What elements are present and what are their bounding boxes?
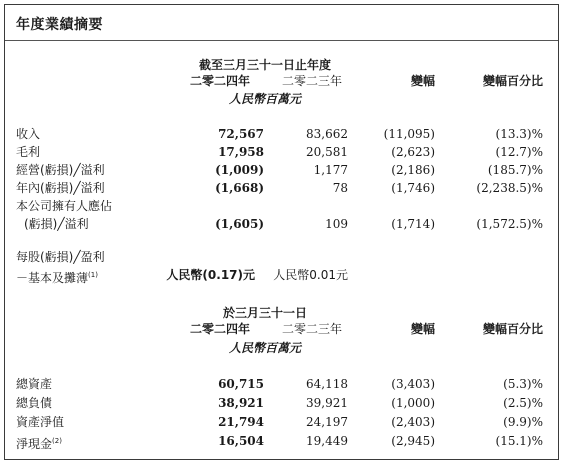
- value-2024: 16,504: [218, 434, 264, 448]
- value-2024: (1,668): [215, 181, 264, 195]
- row-label: 總負債: [16, 396, 53, 410]
- value-2024: (1,009): [215, 163, 264, 177]
- value-change: (1,714): [391, 217, 435, 231]
- row-label: 毛利: [16, 145, 41, 159]
- value-change: (2,186): [391, 163, 435, 177]
- col-change-header: 變幅: [410, 74, 435, 88]
- value-2023: 39,921: [306, 396, 348, 410]
- eps-2024: 人民幣(0.17)元: [166, 268, 255, 282]
- row-label: [16, 434, 62, 451]
- value-2023: 109: [325, 217, 348, 231]
- value-change: (2,623): [391, 145, 435, 159]
- eps-label-line1: 每股(虧損)╱盈利: [16, 250, 105, 264]
- value-change-pct: (13.3)%: [495, 127, 543, 141]
- attrib-label-line1: 本公司擁有人應佔: [16, 199, 113, 213]
- row-label: 收入: [16, 127, 41, 141]
- col-2023-header: 二零二三年: [282, 74, 343, 88]
- period-header: 截至三月三十一日止年度: [198, 58, 331, 72]
- eps-label-line2: [16, 268, 98, 285]
- value-2024: 21,794: [218, 415, 264, 429]
- attrib-label-line2: (虧損)╱溢利: [24, 217, 89, 231]
- row-label: 總資產: [16, 377, 53, 391]
- value-2023: 83,662: [306, 127, 348, 141]
- value-2024: 38,921: [218, 396, 264, 410]
- value-2023: 24,197: [306, 415, 348, 429]
- value-2024: 72,567: [218, 127, 264, 141]
- value-change-pct: (2,238.5)%: [476, 181, 543, 195]
- unit-label: 人民幣百萬元: [228, 92, 301, 106]
- value-2023: 64,118: [306, 377, 348, 391]
- value-change: (1,746): [391, 181, 435, 195]
- value-2024: (1,605): [215, 217, 264, 231]
- value-change-pct: (2.5)%: [503, 396, 543, 410]
- value-change: (11,095): [383, 127, 435, 141]
- value-change-pct: (185.7)%: [487, 163, 543, 177]
- value-change: (2,945): [391, 434, 435, 448]
- col-2023-header-2: 二零二三年: [282, 322, 343, 336]
- footnote-ref: (1): [88, 271, 98, 279]
- value-change-pct: (9.9)%: [503, 415, 543, 429]
- row-label: 資產淨值: [16, 415, 65, 429]
- row-label-text: 淨現金: [16, 437, 53, 451]
- value-change: (2,403): [391, 415, 435, 429]
- value-2023: 1,177: [313, 163, 348, 177]
- value-change-pct: (12.7)%: [495, 145, 543, 159]
- unit-label-2: 人民幣百萬元: [228, 341, 301, 355]
- value-2023: 19,449: [306, 434, 348, 448]
- value-change-pct: (15.1)%: [495, 434, 543, 448]
- value-change-pct: (1,572.5)%: [476, 217, 543, 231]
- title-divider: [5, 40, 558, 41]
- period-header-2: 於三月三十一日: [222, 306, 307, 320]
- col-change-pct-header: 變幅百分比: [482, 74, 543, 88]
- value-2024: 17,958: [218, 145, 264, 159]
- eps-2023: 人民幣0.01元: [273, 268, 348, 282]
- page-title: 年度業績摘要: [16, 17, 103, 33]
- col-2024-header: 二零二四年: [190, 74, 251, 88]
- value-change: (3,403): [391, 377, 435, 391]
- row-label: 年內(虧損)╱溢利: [16, 181, 105, 195]
- col-2024-header-2: 二零二四年: [190, 322, 251, 336]
- value-2024: 60,715: [218, 377, 264, 391]
- value-change-pct: (5.3)%: [503, 377, 543, 391]
- col-change-pct-header-2: 變幅百分比: [482, 322, 543, 336]
- value-2023: 20,581: [306, 145, 348, 159]
- table-frame: [4, 4, 559, 460]
- value-2023: 78: [332, 181, 348, 195]
- eps-label-text: －基本及攤薄: [16, 271, 89, 285]
- col-change-header-2: 變幅: [410, 322, 435, 336]
- value-change: (1,000): [391, 396, 435, 410]
- row-label: 經營(虧損)╱溢利: [16, 163, 105, 177]
- footnote-ref: (2): [52, 437, 62, 445]
